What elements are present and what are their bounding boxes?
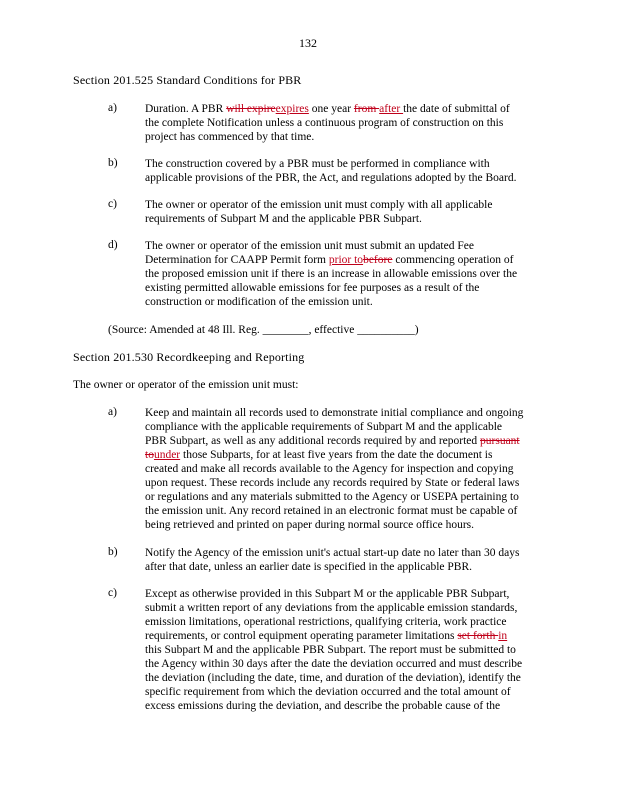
section-525-heading: Section 201.525 Standard Conditions for PBR — [73, 73, 302, 87]
item-d-label: d) — [108, 239, 118, 251]
record-c-line-9: excess emissions during the deviation, and describe the probable cause of the — [145, 700, 501, 712]
record-a-line-7: or regulations and any materials submitted to the Agency or USEPA pertaining to — [145, 491, 519, 503]
item-b-label: b) — [108, 157, 118, 169]
deleted-text: from — [353, 103, 380, 115]
item-d-line-2: Determination for CAAPP Permit form prior tobefore commencing operation of — [145, 254, 514, 266]
item-d-line-3: the proposed emission unit if there is an increase in allowable emissions over the — [145, 268, 518, 280]
item-d-line-1: The owner or operator of the emission unit must submit an updated Fee — [145, 240, 474, 252]
inserted-text: under — [153, 449, 181, 461]
record-c-line-4: requirements, or control equipment operating parameter limitations set forth in — [145, 630, 508, 642]
record-c-line-1: Except as otherwise provided in this Subpart M or the applicable PBR Subpart, — [145, 588, 510, 600]
record-c-line-5: this Subpart M and the applicable PBR Subpart. The report must be submitted to — [145, 644, 516, 656]
record-b-line-1: Notify the Agency of the emission unit's actual start-up date no later than 30 days — [145, 547, 520, 559]
item-a-label: a) — [108, 102, 117, 114]
inserted-text: prior to — [328, 254, 364, 266]
item-c-label: c) — [108, 198, 117, 210]
record-c-line-3: emission limitations, operational restrictions, qualifying criteria, work practice — [145, 616, 507, 628]
deleted-text: pursuant — [480, 435, 520, 447]
item-b-line-1: The construction covered by a PBR must be performed in compliance with — [145, 158, 490, 170]
record-a-line-9: being retrieved and printed on paper during normal source office hours. — [145, 519, 475, 531]
record-a-line-2: compliance with the applicable requirements of Subpart M and the applicable — [145, 421, 503, 433]
deleted-text: set forth — [457, 630, 499, 642]
record-a-line-4: tounder those Subparts, for at least five years from the date the document is — [145, 449, 493, 461]
deleted-text: to — [145, 449, 154, 461]
record-a-line-6: upon request. These records include any records required by State or federal laws — [145, 477, 520, 489]
deleted-text: will expire — [226, 103, 276, 115]
record-a-line-3: PBR Subpart, as well as any additional records required by and reported pursuant — [145, 435, 520, 447]
item-a-line-3: project has commenced by that time. — [145, 131, 315, 143]
record-c-line-2: submit a written report of any deviations from the applicable emission standards, — [145, 602, 518, 614]
page-number: 132 — [299, 36, 317, 50]
record-a-label: a) — [108, 406, 117, 418]
record-c-line-8: specific requirement from which the deviation occurred and the total amount of — [145, 686, 511, 698]
item-d-line-5: construction or modification of the emission unit. — [145, 296, 373, 308]
record-a-line-8: the emission unit. Any record retained in an electronic format must be capable of — [145, 505, 518, 517]
inserted-text: in — [498, 630, 508, 642]
record-c-label: c) — [108, 587, 117, 599]
record-a-line-1: Keep and maintain all records used to demonstrate initial compliance and ongoing — [145, 407, 524, 419]
item-c-line-2: requirements of Subpart M and the applicable PBR Subpart. — [145, 213, 422, 225]
record-b-label: b) — [108, 546, 118, 558]
deleted-text: before — [363, 254, 393, 266]
item-a-line-1: Duration. A PBR will expireexpires one year from after the date of submittal of — [145, 103, 510, 115]
inserted-text: expires — [275, 103, 309, 115]
record-c-line-7: the deviation (including the date, time, and duration of the deviation), identify the — [145, 672, 521, 684]
inserted-text: after — [379, 103, 404, 115]
record-a-line-5: created and make all records available to the Agency for inspection and copying — [145, 463, 514, 475]
item-a-line-2: the complete Notification unless a continuous program of construction on this — [145, 117, 504, 129]
item-c-line-1: The owner or operator of the emission unit must comply with all applicable — [145, 199, 493, 211]
item-b-line-2: applicable provisions of the PBR, the Act, and regulations adopted by the Board. — [145, 172, 517, 184]
section-530-intro: The owner or operator of the emission unit must: — [73, 379, 299, 391]
record-c-line-6: the Agency within 30 days after the date the deviation occurred and must describe — [145, 658, 523, 670]
section-530-heading: Section 201.530 Recordkeeping and Reporting — [73, 350, 305, 364]
record-b-line-2: after that date, unless an earlier date is specified in the applicable PBR. — [145, 561, 472, 573]
source-note: (Source: Amended at 48 Ill. Reg. ________, effective __________) — [108, 324, 419, 336]
item-d-line-4: existing permitted allowable emissions for fee purposes as a result of the — [145, 282, 480, 294]
